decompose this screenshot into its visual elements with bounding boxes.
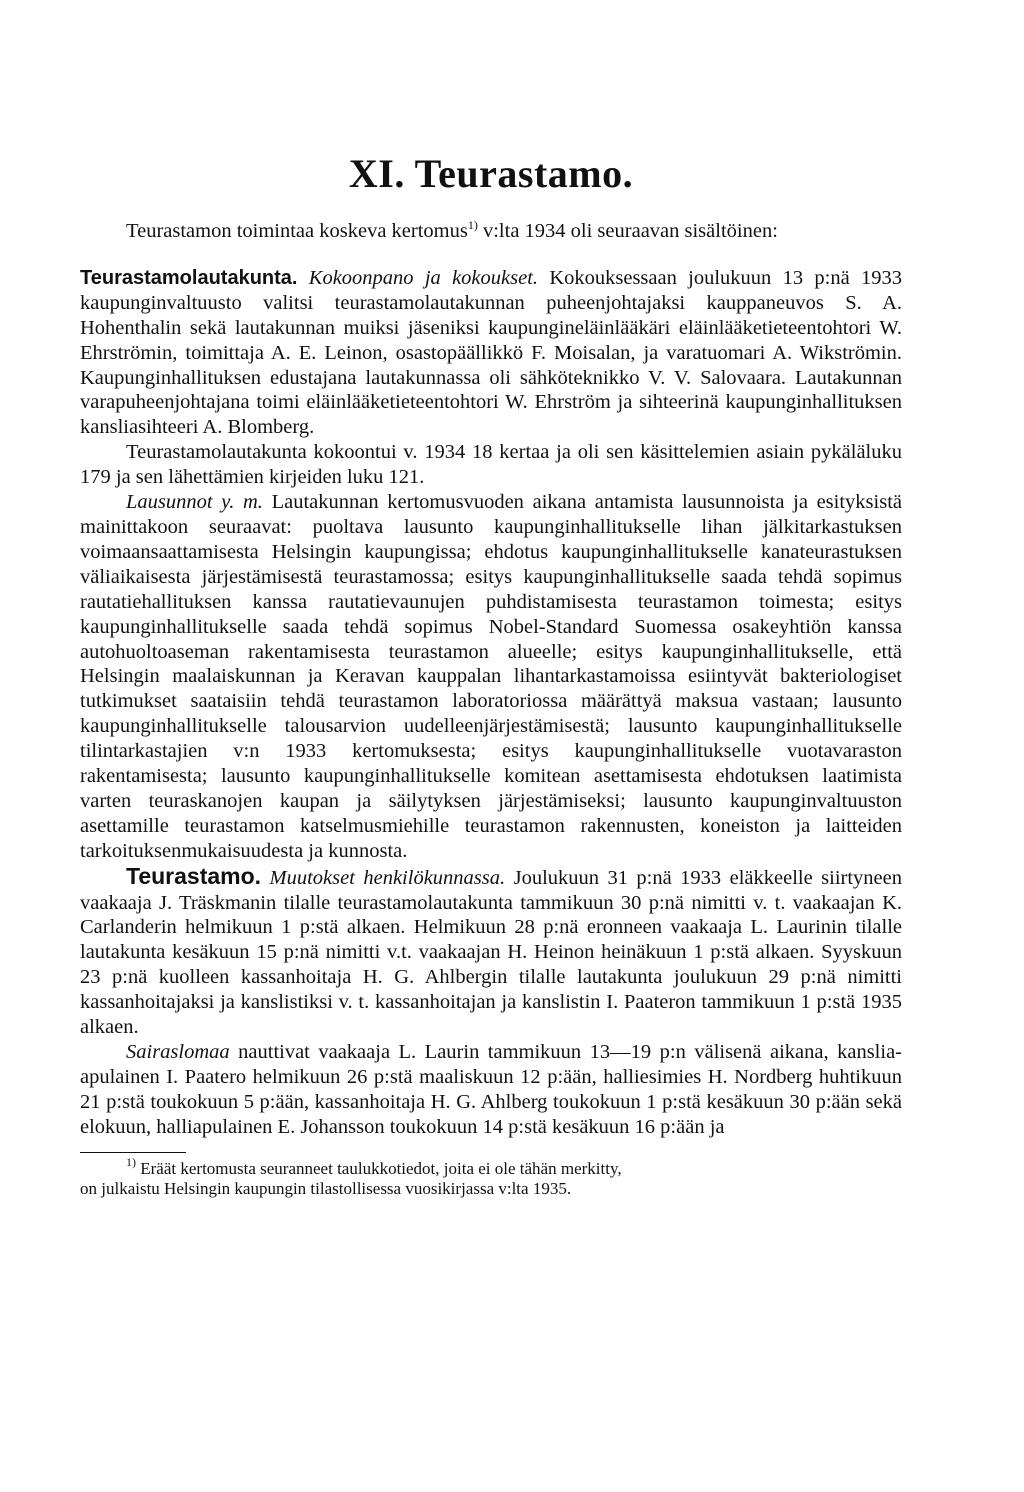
board-body-text: Kokouksessaan joulukuun 13 p:nä 1933 kaupunginvaltuusto valitsi teurastamolautakunnan puheenjohtajaksi kauppaneuvos S. A. Hohenthalin sekä lautakunnan muiksi jäseniksi kaupungineläinlääkäri eläinlääketieteentohtori W. Ehrströmin, toimittaja A. E. Leinon, osastopäällikkö F. Moisalan, ja varatuomari A. Wikströmin. Kaupunginhallituksen edustajana lautakunnassa oli sähköteknikko V. V. Salovaara. Lautakunnan varapuheenjohtajana toimi eläinlääketieteentohtori W. Ehrström ja sihteerinä kaupunginhallituksen kansliasihteeri A. Blomberg. (80, 266, 902, 439)
subsection-title-composition: Kokoonpano ja kokoukset. (308, 266, 539, 289)
footnote-line-2: on julkaistu Helsingin kaupungin tilastollisessa vuosikirjassa v:lta 1935. (80, 1178, 572, 1198)
footnote-line-1 (80, 1154, 902, 1179)
chapter-heading: XI. Teurastamo. (348, 151, 634, 196)
subsection-title-staff-changes: Muutokset henkilökunnassa. (269, 866, 506, 889)
board-paragraph (80, 266, 902, 440)
intro-paragraph (80, 219, 902, 244)
footnote-reference: 1) (467, 218, 478, 232)
sick-leave-body-text: nauttivat vaakaaja L. Laurin tammikuun 13—19 p:n välisenä aikana, kanslia-apulainen I. Paatero helmikuun 26 p:stä maaliskuun 12 p:ään, halliesimies H. Nordberg huhtikuun 21 p:stä toukokuun 5 p:ään, kassanhoitaja H. G. Ahlberg toukokuun 1 p:stä kesäkuun 30 p:ään sekä elokuun, halliapulainen E. Johansson toukokuun 14 p:stä kesäkuun 16 p:ään ja (80, 1041, 902, 1138)
sick-leave-paragraph (80, 1040, 902, 1140)
subsection-title-sick-leave: Sairaslomaa (126, 1041, 230, 1063)
slaughterhouse-paragraph (80, 864, 902, 1040)
footnote-text-1: Eräät kertomusta seuranneet taulukkotiedot, joita ei ole tähän merkitty, (136, 1158, 622, 1178)
intro-text-a: Teurastamon toimintaa koskeva kertomus (126, 220, 468, 242)
subsection-title-statements: Lausunnot y. m. (126, 491, 263, 514)
section-title-board: Teurastamolautakunta. (80, 266, 298, 289)
intro-text-b: v:lta 1934 oli seuraavan sisältöinen: (477, 220, 778, 242)
footnote-divider (80, 1152, 186, 1153)
meetings-paragraph: Teurastamolautakunta kokoontui v. 1934 18 kertaa ja oli sen käsittelemien asiain pykäläluku 179 ja sen lähettämien kirjeiden luku 121. (80, 441, 902, 489)
section-title-slaughterhouse: Teurastamo. (126, 862, 262, 889)
document-page (80, 150, 902, 1199)
statements-body-text: Lautakunnan kertomusvuoden aikana antamista lausunnoista ja esityksistä mainittakoon seuraavat: puoltava lausunto kaupunginhallitukselle lihan jälkitarkastuksen voimaansaattamisesta Helsingin kaupungissa; ehdotus kaupunginhallitukselle kanateurastuksen väliaikaisesta järjestämisestä teurastamossa; esitys kaupunginhallitukselle saada tehdä sopimus rautatiehallituksen kanssa rautatievaunujen puhdistamisesta teurastamon toimesta; esitys kaupunginhallitukselle saada tehdä sopimus Nobel-Standard Suomessa osakeyhtiön kanssa autohuoltoaseman rakentamisesta teurastamon alueelle; esitys kaupunginhallitukselle, että Helsingin maalaiskunnan ja Keravan kauppalan lihantarkastamoissa esiintyvät bakteriologiset tutkimukset saataisiin tehdä teurastamon laboratoriossa määrättyä maksua vastaan; lausunto kaupunginhallitukselle talousarvion uudelleenjärjestämisestä; lausunto kaupunginhallitukselle tilintarkastajien v:n 1933 kertomuksesta; esitys kaupunginhallitukselle vuotavaraston rakentamisesta; lausunto kaupunginhallitukselle komitean asettamisesta ehdotuksen laatimista varten teuraskanojen kaupan ja säilytyksen järjestämiseksi; lausunto kaupunginvaltuuston asettamille teurastamon katselmusmiehille teurastamon rakennusten, koneiston ja laitteiden tarkoituksenmukaisuudesta ja kunnosta. (80, 491, 902, 862)
footnote-mark: 1) (126, 1154, 136, 1169)
statements-paragraph (80, 490, 902, 864)
staff-changes-body-text: Joulukuun 31 p:nä 1933 eläkkeelle siirtyneen vaakaaja J. Träskmanin tilalle teurastamolautakunta tammikuun 30 p:nä nimitti v. t. vaakaajan K. Carlanderin helmikuun 1 p:stä alkaen. Helmikuun 28 p:nä eronneen vaakaaja L. Laurinin tilalle lautakunta kesäkuun 15 p:nä nimitti v.t. vaakaajan H. Heinon heinäkuun 1 p:stä alkaen. Syyskuun 23 p:nä kuolleen kassanhoitaja H. G. Ahlbergin tilalle lautakunta joulukuun 29 p:nä nimitti kassanhoitajaksi ja kanslistiksi v. t. kassanhoitajan ja kanslistin I. Paateron tammikuun 1 p:stä 1935 alkaen. (80, 866, 902, 1039)
